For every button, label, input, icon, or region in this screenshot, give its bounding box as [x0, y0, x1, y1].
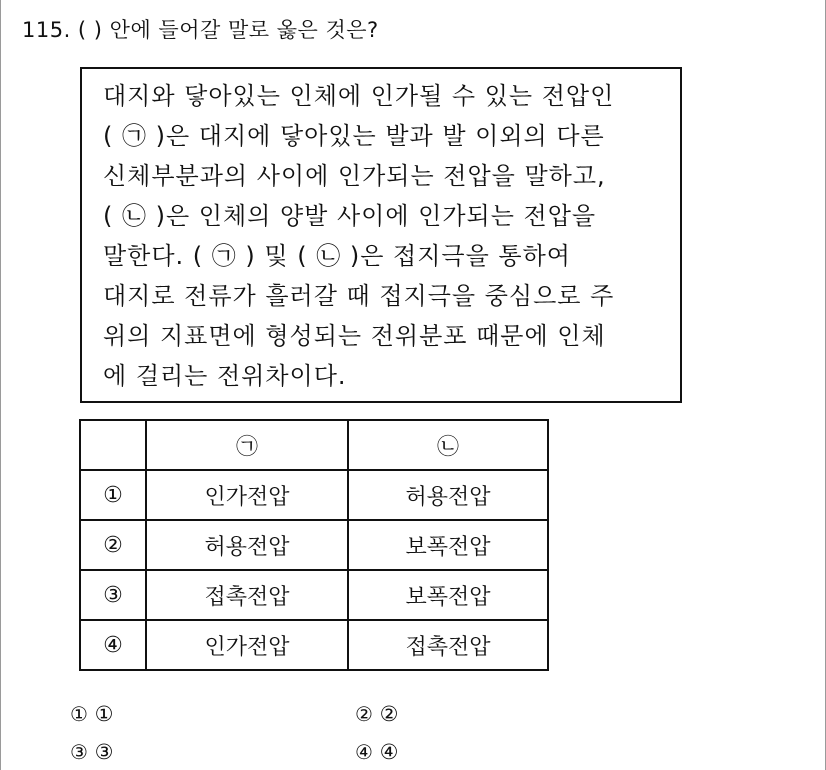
table-header-cell-1: ㉠ [146, 420, 348, 470]
passage-line: 에 걸리는 전위차이다. [103, 362, 347, 390]
table-row [80, 570, 548, 620]
table-row [80, 470, 548, 520]
question-text: 115. ( ) 안에 들어갈 말로 옳은 것은? [22, 18, 379, 42]
table-cell: 인가전압 [146, 620, 348, 670]
choice-4-text: ④ [379, 740, 399, 764]
passage-line: 위의 지표면에 형성되는 전위분포 때문에 인체 [103, 322, 606, 350]
table-row-number: ④ [80, 620, 146, 670]
table-cell: 접촉전압 [348, 620, 548, 670]
passage-line: 말한다. ( ㉠ ) 및 ( ㉡ )은 접지극을 통하여 [103, 242, 571, 270]
passage-box [80, 67, 682, 403]
choice-1-text: ① [94, 702, 114, 726]
choice-2-mark: ② [355, 702, 373, 726]
passage-line: 대지로 전류가 흘러갈 때 접지극을 중심으로 주 [103, 282, 615, 310]
table-header-cell-blank [80, 420, 146, 470]
passage-line: 대지와 닿아있는 인체에 인가될 수 있는 전압인 [103, 82, 615, 110]
table-row-number: ① [80, 470, 146, 520]
choice-2-text: ② [379, 702, 399, 726]
table-row-number: ② [80, 520, 146, 570]
passage-line: ( ㉠ )은 대지에 닿아있는 발과 발 이외의 다른 [103, 122, 605, 150]
table-cell: 인가전압 [146, 470, 348, 520]
choice-1-mark: ① [70, 702, 88, 726]
table-row [80, 520, 548, 570]
table-header-cell-2: ㉡ [348, 420, 548, 470]
table-row-number: ③ [80, 570, 146, 620]
choice-3-text: ③ [94, 740, 114, 764]
table-cell: 허용전압 [348, 470, 548, 520]
table-cell: 보폭전압 [348, 570, 548, 620]
table-header-row [80, 420, 548, 470]
table-cell: 허용전압 [146, 520, 348, 570]
passage-line: ( ㉡ )은 인체의 양발 사이에 인가되는 전압을 [103, 202, 597, 230]
passage-line: 신체부분과의 사이에 인가되는 전압을 말하고, [103, 162, 606, 190]
choice-1[interactable] [70, 702, 113, 726]
table-cell: 접촉전압 [146, 570, 348, 620]
table-row [80, 620, 548, 670]
choice-4-mark: ④ [355, 740, 373, 764]
choice-2[interactable] [355, 702, 398, 726]
choice-3-mark: ③ [70, 740, 88, 764]
answer-table [79, 419, 549, 671]
table-cell: 보폭전압 [348, 520, 548, 570]
choice-3[interactable] [70, 740, 113, 764]
choice-4[interactable] [355, 740, 398, 764]
